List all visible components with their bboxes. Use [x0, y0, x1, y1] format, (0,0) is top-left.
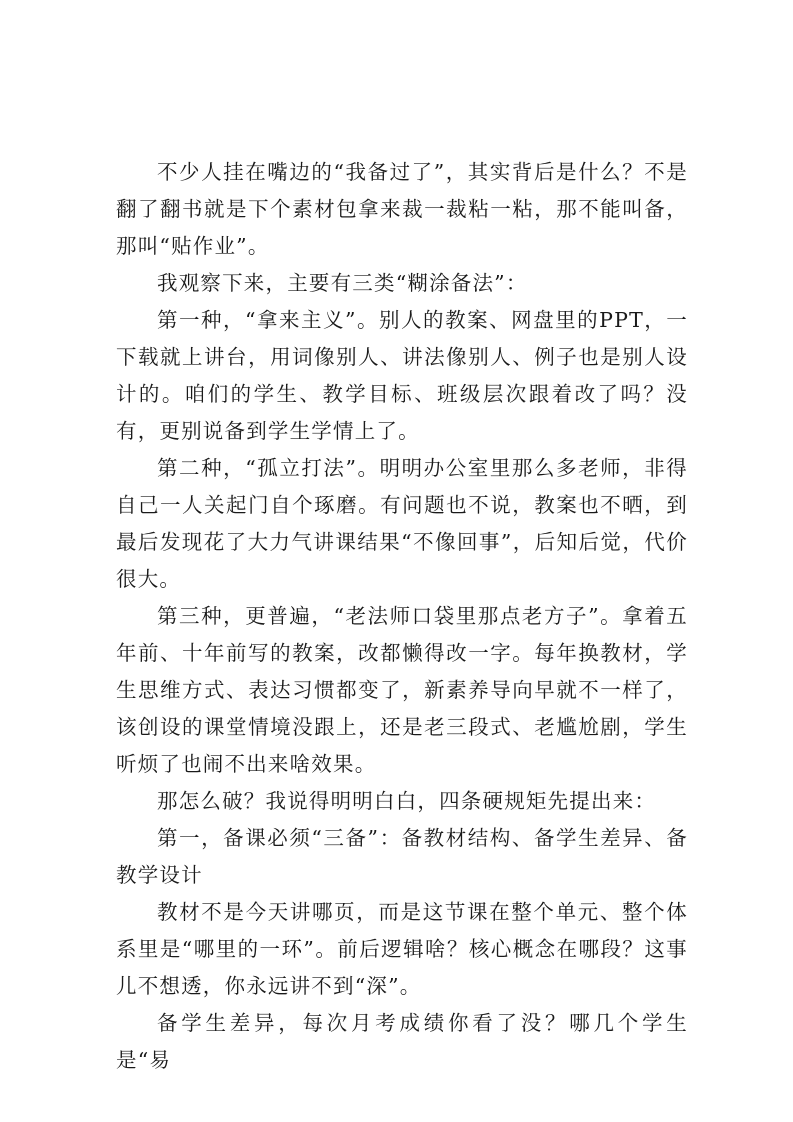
paragraph-6: 那怎么破？我说得明明白白，四条硬规矩先提出来：	[157, 789, 657, 813]
paragraph-1: 不少人挂在嘴边的“我备过了”，其实背后是什么？不是翻了翻书就是下个素材包拿来裁一裁粘一粘，那不能叫备，那叫“贴作业”。	[116, 160, 688, 258]
paragraph-4: 第二种，“孤立打法”。明明办公室里那么多老师，非得自己一人关起门自个琢磨。有问题也不说，教案也不晒，到最后发现花了大力气讲课结果“不像回事”，后知后觉，代价很大。	[116, 456, 688, 591]
paragraph-5: 第三种，更普遍，“老法师口袋里那点老方子”。拿着五年前、十年前写的教案，改都懒得改一字。每年换教材，学生思维方式、表达习惯都变了，新素养导向早就不一样了，该创设的课堂情境没跟上，还是老三段式、老尴尬剧，学生听烦了也闹不出来啥效果。	[116, 604, 688, 776]
paragraph-7: 第一，备课必须“三备”：备教材结构、备学生差异、备教学设计	[116, 826, 688, 887]
paragraph-8: 教材不是今天讲哪页，而是这节课在整个单元、整个体系里是“哪里的一环”。前后逻辑啥？核心概念在哪段？这事儿不想透，你永远讲不到“深”。	[116, 900, 688, 998]
document-body	[116, 154, 688, 1079]
paragraph-9: 备学生差异，每次月考成绩你看了没？哪几个学生是“易	[116, 1011, 688, 1072]
paragraph-2: 我观察下来，主要有三类“糊涂备法”：	[157, 271, 528, 295]
paragraph-3: 第一种，“拿来主义”。别人的教案、网盘里的PPT，一下载就上讲台，用词像别人、讲法像别人、例子也是别人设计的。咱们的学生、教学目标、班级层次跟着改了吗？没有，更别说备到学生学情上了。	[116, 308, 688, 443]
